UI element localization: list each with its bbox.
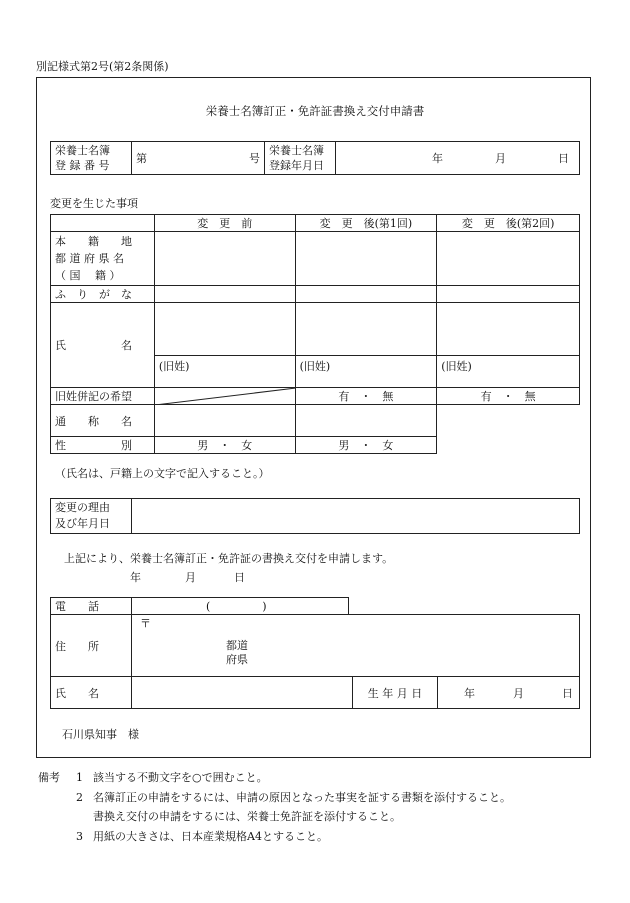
sex-before[interactable]: 男 ・ 女 [154,437,295,454]
reg-number-field[interactable]: 第 号 [132,142,265,175]
furigana-after2-field[interactable] [437,286,580,303]
phone-label: 電 話 [51,598,132,615]
birth-date-label: 生 年 月 日 [353,677,438,709]
reg-date-field[interactable]: 年 月 日 [336,142,580,175]
name-before-field[interactable] [154,303,295,356]
name-label-applicant: 氏 名 [51,677,132,709]
diagonal-slash [155,388,296,405]
name-after2-field[interactable] [437,303,580,356]
honseki-before-field[interactable] [154,232,295,286]
maiden-pref-label: 旧姓併記の希望 [51,388,155,405]
prefecture-label: 都道 府県 [226,639,248,666]
changes-table [50,214,580,454]
postal-mark: 〒 [140,617,151,630]
address-field[interactable] [132,615,580,677]
honseki-after2-field[interactable] [437,232,580,286]
applicant-name-field[interactable] [132,677,353,709]
application-date[interactable]: 年 月 日 [130,571,245,584]
furigana-before-field[interactable] [154,286,295,303]
remark-item: 備考 1 該当する不動文字を○で囲むこと。 [38,771,268,784]
sex-label: 性 別 [51,437,155,454]
maiden-pref-after2[interactable]: 有 ・ 無 [437,388,580,405]
header-before: 変 更 前 [154,215,295,232]
header-after-1: 変 更 後(第1回) [295,215,437,232]
header-after-2: 変 更 後(第2回) [437,215,580,232]
reason-field[interactable] [132,499,580,534]
registration-table [50,141,580,175]
reason-table [50,498,580,534]
reg-number-label: 栄養士名簿 登 録 番 号 [51,142,132,175]
honseki-after1-field[interactable] [295,232,437,286]
furigana-label: ふ り が な [51,286,155,303]
phone-table [50,597,349,615]
maiden-pref-before-crossed [154,388,295,405]
name-note: （氏名は、戸籍上の文字で記入すること。） [55,467,270,480]
changes-section-label: 変更を生じた事項 [50,197,138,210]
sex-after1[interactable]: 男 ・ 女 [295,437,437,454]
name-label: 氏 名 [51,303,155,388]
name-after1-field[interactable] [295,303,437,356]
maiden-pref-after1[interactable]: 有 ・ 無 [295,388,437,405]
application-statement: 上記により、栄養士名簿訂正・免許証の書換え交付を申請します。 [64,552,394,565]
alias-before-field[interactable] [154,405,295,437]
phone-field[interactable]: ( ) [132,598,349,615]
maiden-before-field[interactable]: (旧姓) [154,356,295,388]
reason-label: 変更の理由 及び年月日 [51,499,132,534]
address-label: 住 所 [51,615,132,677]
contact-block [50,597,580,707]
alias-after1-field[interactable] [295,405,437,437]
remarks [38,768,511,846]
remark-item: 2 名簿訂正の申請をするには、申請の原因となった事実を証する書類を添付すること。 [76,790,511,804]
birth-date-field[interactable]: 年 月 日 [438,677,580,709]
maiden-after1-field[interactable]: (旧姓) [295,356,437,388]
form-number-label: 別記様式第2号(第2条関係) [36,60,169,73]
addressee: 石川県知事 様 [62,728,139,741]
furigana-after1-field[interactable] [295,286,437,303]
honseki-label: 本 籍 地 都 道 府 県 名 （ 国 籍 ） [51,232,155,286]
alias-label: 通 称 名 [51,405,155,437]
maiden-after2-field[interactable]: (旧姓) [437,356,580,388]
reg-date-label: 栄養士名簿 登録年月日 [265,142,336,175]
form-title: 栄養士名簿訂正・免許証書換え交付申請書 [205,104,425,118]
remark-item: 書換え交付の申請をするには、栄養士免許証を添付すること。 [93,810,401,823]
changes-table-wrap [50,214,580,454]
address-name-table [50,614,580,709]
remark-item: 3 用紙の大きさは、日本産業規格A4とすること。 [76,829,328,843]
